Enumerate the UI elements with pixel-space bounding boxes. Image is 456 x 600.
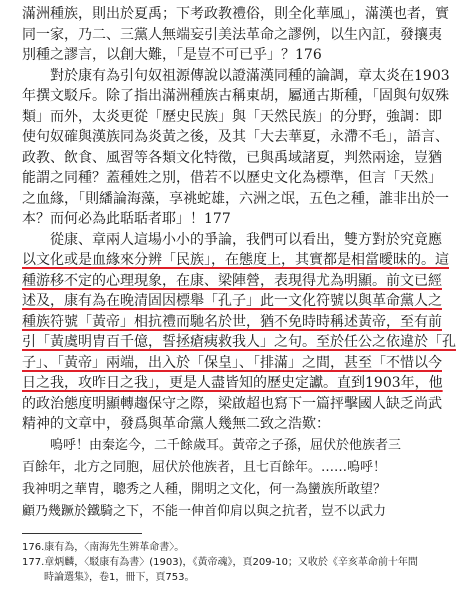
underlined-line: 引「黃虞明胄百千億，誓拯瘡痍救我人」之句。至於任公之依違於「孔 <box>22 334 456 350</box>
body-line: 本？而何必為此聒聒者耶」！177 <box>22 211 231 227</box>
underlined-line: 以文化或是血緣來分辨「民族」，在態度上，其實都是相當曖昧的。這 <box>22 252 449 268</box>
body-line: 滿洲種族，則出於夏禹；下考政教禮俗，則全化華風」，滿漢也者，實 <box>22 6 449 22</box>
underlined-line: 日之我，攻昨日之我」，更是人盡皆知的歷史定讞。直到1903年，他 <box>22 375 443 391</box>
body-line: 年撰文駁斥。除了指出滿洲種族古稱東胡，屬通古斯種，「固與句奴殊 <box>22 88 449 104</box>
footnote-separator <box>22 533 142 534</box>
paragraph-start-line: 從康、章兩人這場小小的爭論，我們可以看出，雙方對於究竟應 <box>50 231 442 248</box>
underlined-line: 述及，康有為在晚清固因標舉「孔子」此一文化符號以與革命黨人之 <box>22 293 442 309</box>
paragraph-start-line: 對於康有為引句奴祖源傳說以證滿漢同種的論調，章太炎在1903 <box>50 67 450 84</box>
body-line: 能謂之同種？蓋種姓之別，借若不以歷史文化為標準，但言「天然」 <box>22 170 442 186</box>
block-quote-line: 嗚呼！由秦迄今，二千餘歲耳。黃帝之子孫，屈伏於他族者三 <box>50 437 402 453</box>
block-quote-line: 我神明之華胄，聰秀之人種，開明之文化，何一為蠻族所敢望？ <box>22 481 387 497</box>
footnote: 176.康有為，〈南海先生辨革命書〉。 <box>22 541 185 553</box>
underlined-line: 種族符號「黃帝」相抗禮而馳名於世，猶不免時時稱述黃帝，至有前 <box>22 313 442 330</box>
underlined-line: 子」、「黃帝」兩端，出入於「保皇」、「排滿」之間，甚至「不惜以今 <box>22 354 442 371</box>
body-line: 的政治態度明顯轉趨保守之際，梁啟超也寫下一篇抨擊國人缺乏尚武 <box>22 395 442 412</box>
body-line: 別種之謬言，以創大難，「是豈不可已乎」？176 <box>22 47 322 63</box>
underlined-line: 種游移不定的心理現象，在康、梁陣營，表現得尤為明顯。前文已經 <box>22 272 442 289</box>
body-line: 使句奴確與漢族同為炎黃之後，及其「大去華夏，永滯不毛」，語言、 <box>22 129 449 145</box>
body-line: 同一家，乃二、三黨人無端妄引美法革命之謬例，以生內訌，發攘夷 <box>22 26 442 43</box>
body-line: 之血緣，「則繙論海藻，享祧蛇雄，六洲之氓，五色之種，誰非出於一 <box>22 190 449 207</box>
body-line: 精神的文章中，發爲與革命黨人幾無二致之浩歎： <box>22 416 330 432</box>
body-line: 政教、飲食、風習等各類文化特徵，已與禹域諸夏，判然兩途，豈猶 <box>22 149 442 166</box>
block-quote-line: 顧乃幾蹶於鐵騎之下，不能一伸首仰肩以與之抗者，豈不以武力 <box>22 503 387 519</box>
document-page <box>22 4 456 585</box>
footnote: 177.章炳麟，〈駁康有為書〉(1903)，《黃帝魂》，頁209-10；又收於《辛亥革命前十年間 <box>22 556 418 568</box>
body-line: 類」而外，太炎更從「歷史民族」與「天然民族」的分野，強調：即 <box>22 108 442 125</box>
block-quote-line: 百餘年，北方之同胞，屈伏於他族者，且七百餘年。……嗚呼！ <box>22 459 387 475</box>
footnote-continuation: 時論選集》，卷1，冊下，頁753。 <box>44 571 195 583</box>
